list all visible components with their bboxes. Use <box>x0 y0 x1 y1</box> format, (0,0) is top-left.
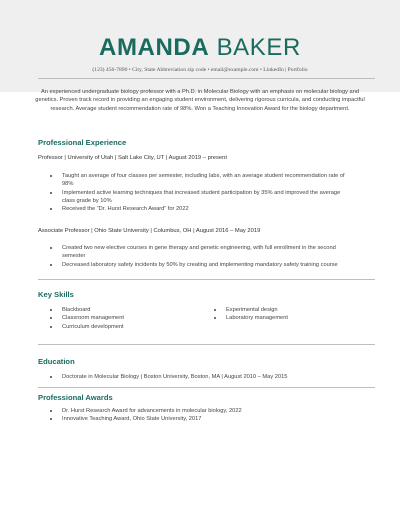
list-item: Created two new elective courses in gene therapy and genetic engineering, with full enrollment in the second semester <box>38 244 348 261</box>
header-divider <box>38 78 375 79</box>
skills-right-list <box>202 306 372 323</box>
awards-list <box>38 407 368 424</box>
section-divider <box>38 344 375 345</box>
list-item: Classroom management <box>38 314 208 322</box>
last-name: BAKER <box>216 34 301 61</box>
list-item: Doctorate in Molecular Biology | Boston University, Boston, MA | August 2010 – May 2015 <box>38 373 368 381</box>
awards-heading: Professional Awards <box>38 393 113 402</box>
job-heading: Professor | University of Utah | Salt Lake City, UT | August 2019 – present <box>38 155 227 161</box>
experience-heading: Professional Experience <box>38 138 127 147</box>
professional-summary: An experienced undergraduate biology professor with a Ph.D. in Molecular Biology with an emphasis on molecular biology and genetics. Proven track record in providing an engaging student environment, delivering rigorous curricula, and conducting impactful research. Average student recommendation rate of 98%. Won a Teaching Innovation Award for the biology department. <box>35 89 365 112</box>
first-name: AMANDA <box>99 34 210 61</box>
section-divider <box>38 279 375 280</box>
section-divider <box>38 387 375 388</box>
candidate-name <box>0 34 400 62</box>
skills-heading: Key Skills <box>38 290 74 299</box>
list-item: Implemented active learning techniques that increased student participation by 35% and improved the average class grade by 10% <box>38 189 348 206</box>
education-heading: Education <box>38 357 75 366</box>
list-item: Innovative Teaching Award, Ohio State University, 2017 <box>38 415 368 423</box>
list-item: Experimental design <box>202 306 372 314</box>
list-item: Taught an average of four classes per semester, including labs, with an average student recommendation rate of 98% <box>38 172 348 189</box>
job-heading: Associate Professor | Ohio State University | Columbus, OH | August 2016 – May 2019 <box>38 228 261 234</box>
list-item: Decreased laboratory safety incidents by 50% by creating and implementing mandatory safety training course <box>38 261 348 269</box>
job-bullets <box>38 172 348 213</box>
job-bullets <box>38 244 348 269</box>
education-list <box>38 373 368 381</box>
skills-left-list <box>38 306 208 331</box>
list-item: Laboratory management <box>202 314 372 322</box>
list-item: Blackboard <box>38 306 208 314</box>
list-item: Received the “Dr. Hurst Research Award” for 2022 <box>38 205 348 213</box>
list-item: Curriculum development <box>38 323 208 331</box>
list-item: Dr. Hurst Research Award for advancements in molecular biology, 2022 <box>38 407 368 415</box>
contact-line: (123) 456-7890 • City, State Abbreviation zip code • email@example.com • LinkedIn | Portfolio <box>92 67 308 73</box>
